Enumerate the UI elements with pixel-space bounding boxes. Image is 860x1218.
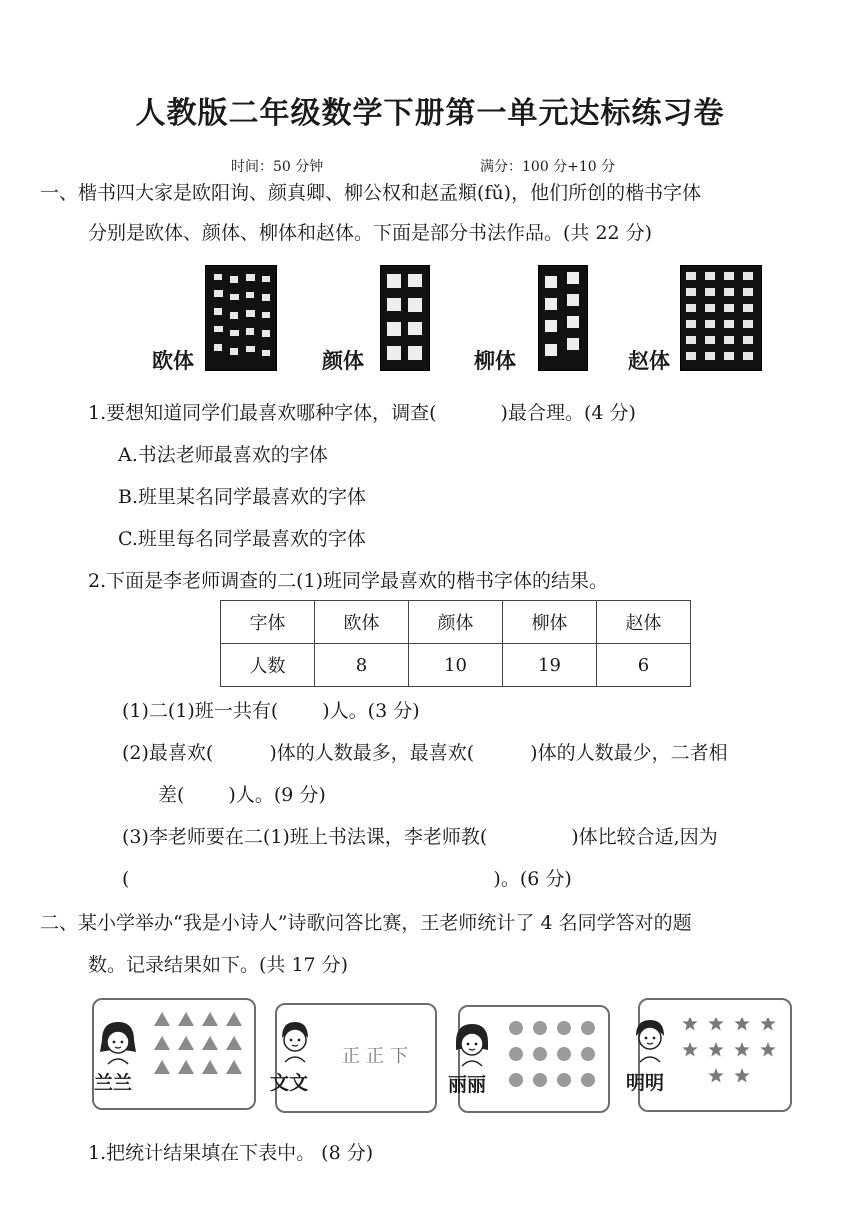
section1-line1: 一、楷书四大家是欧阳询、颜真卿、柳公权和赵孟頫(fǔ)，他们所创的楷书字体 <box>40 182 702 204</box>
girl-avatar-icon <box>96 1018 140 1068</box>
section2-q1: 1.把统计结果填在下表中。 (8 分) <box>88 1142 374 1164</box>
q1-option-a: A.书法老师最喜欢的字体 <box>118 444 328 466</box>
boy-avatar-icon <box>274 1018 316 1066</box>
boy-avatar-icon <box>628 1016 672 1066</box>
q1-stem <box>88 398 636 425</box>
section2-line1: 二、某小学举办“我是小诗人”诗歌问答比赛，王老师统计了 4 名同学答对的题 <box>40 912 692 934</box>
star-mark <box>708 1042 723 1057</box>
q2-sub3-part1: (3)李老师要在二(1)班上书法课，李老师教( <box>122 826 488 848</box>
ou-style-sample-image <box>205 265 277 371</box>
q2-stem: 2.下面是李老师调查的二(1)班同学最喜欢的楷书字体的结果。 <box>88 570 609 592</box>
q2-sub1 <box>122 696 420 723</box>
font-label-liu: 柳体 <box>474 349 516 373</box>
table-cell: 6 <box>597 644 691 687</box>
liu-style-sample-image <box>538 265 588 371</box>
lanlan-triangle-marks <box>150 1008 246 1100</box>
student-name-mingming: 明明 <box>626 1072 665 1094</box>
q2-sub2-line2-part1: 差( <box>158 784 185 806</box>
q2-sub3-part2: )体比较合适,因为 <box>571 826 718 848</box>
table-header-cell: 颜体 <box>409 601 503 644</box>
table-cell: 人数 <box>221 644 315 687</box>
star-mark <box>734 1042 749 1057</box>
student-name-wenwen: 文文 <box>270 1072 309 1094</box>
q2-sub1-part1: (1)二(1)班一共有( <box>122 700 279 722</box>
q2-sub2-line2-part2: )人。(9 分) <box>228 784 326 806</box>
table-cell: 10 <box>409 644 503 687</box>
star-mark <box>734 1068 749 1083</box>
q2-sub2-part1: (2)最喜欢( <box>122 742 214 764</box>
q1-option-b: B.班里某名同学最喜欢的字体 <box>118 486 367 508</box>
wenwen-tally-marks: 正正下 <box>342 1046 414 1067</box>
table-row <box>221 601 691 644</box>
star-mark <box>734 1018 749 1031</box>
survey-table <box>220 600 691 687</box>
star-mark <box>682 1018 697 1031</box>
section1-line2: 分别是欧体、颜体、柳体和赵体。下面是部分书法作品。(共 22 分) <box>88 222 653 244</box>
yan-style-sample-image <box>380 265 430 371</box>
q1-stem-part2: )最合理。(4 分) <box>500 402 636 424</box>
font-label-zhao: 赵体 <box>628 349 670 373</box>
table-header-cell: 欧体 <box>315 601 409 644</box>
q2-sub3-line2-part1: ( <box>122 868 130 890</box>
exam-time: 时间：50 分钟 <box>231 159 324 175</box>
q2-sub3-line2-part2: )。(6 分) <box>493 868 572 890</box>
student-name-lanlan: 兰兰 <box>94 1072 133 1094</box>
lili-circle-marks <box>506 1018 596 1094</box>
star-mark <box>760 1042 775 1057</box>
star-mark <box>682 1042 697 1057</box>
q2-sub3 <box>122 822 718 849</box>
exam-score: 满分：100 分+10 分 <box>480 159 616 175</box>
girl-avatar-icon <box>450 1020 494 1068</box>
star-mark <box>708 1018 723 1031</box>
mingming-star-marks <box>680 1018 780 1086</box>
q2-sub2 <box>122 738 728 765</box>
q1-option-c: C.班里每名同学最喜欢的字体 <box>118 528 366 550</box>
q1-stem-part1: 1.要想知道同学们最喜欢哪种字体，调查( <box>88 402 437 424</box>
table-cell: 19 <box>503 644 597 687</box>
font-label-ou: 欧体 <box>152 349 194 373</box>
zhao-style-sample-image <box>680 265 762 371</box>
star-mark <box>760 1018 775 1031</box>
q2-sub2-part3: )体的人数最少，二者相 <box>530 742 728 764</box>
section2-line2: 数。记录结果如下。(共 17 分) <box>88 954 349 976</box>
q2-sub3-line2 <box>122 864 572 891</box>
table-header-cell: 字体 <box>221 601 315 644</box>
student-name-lili: 丽丽 <box>448 1074 487 1096</box>
star-mark <box>708 1068 723 1083</box>
page-title: 人教版二年级数学下册第一单元达标练习卷 <box>135 96 725 131</box>
table-cell: 8 <box>315 644 409 687</box>
q2-sub1-part2: )人。(3 分) <box>322 700 420 722</box>
q2-sub2-part2: )体的人数最多，最喜欢( <box>269 742 475 764</box>
q2-sub2-line2 <box>158 780 326 807</box>
table-row <box>221 644 691 687</box>
table-header-cell: 柳体 <box>503 601 597 644</box>
table-header-cell: 赵体 <box>597 601 691 644</box>
font-label-yan: 颜体 <box>322 349 364 373</box>
